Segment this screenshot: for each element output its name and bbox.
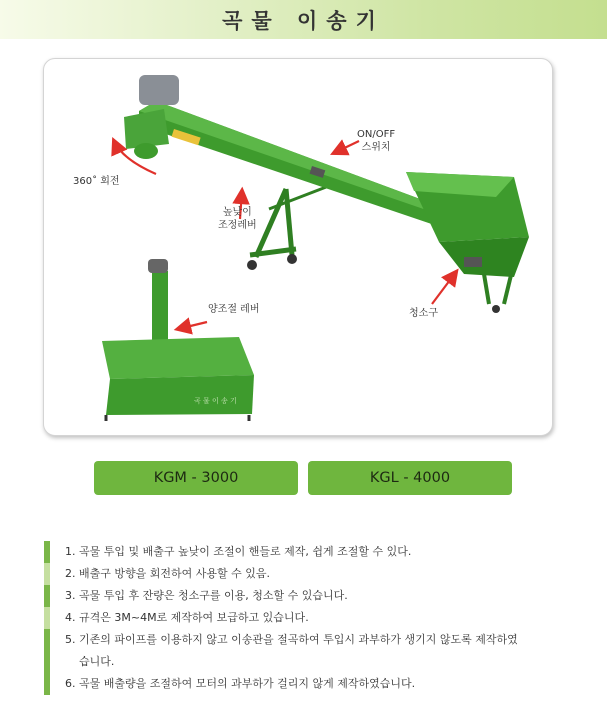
model-kgl-4000-button[interactable] — [308, 461, 512, 495]
feature-text: 3. 곡물 투입 후 잔량은 청소구를 이용, 청소할 수 있습니다. — [65, 589, 348, 602]
feature-item — [44, 629, 564, 673]
amount-lever-label: 양조절 레버 — [208, 304, 260, 315]
model-kgm-label: KGM - 3000 — [153, 470, 239, 486]
feature-text: 1. 곡물 투입 및 배출구 높낮이 조절이 핸들로 제작, 쉽게 조절할 수 있다. — [65, 545, 412, 558]
product-photo-frame — [43, 58, 553, 436]
cleaner-label: 청소구 — [409, 308, 438, 319]
feature-item — [44, 607, 564, 629]
feature-text-line2: 습니다. — [79, 655, 115, 668]
large-auger-conveyor — [124, 75, 529, 313]
switch-label — [357, 128, 395, 154]
page-title-bar — [0, 0, 607, 39]
feature-item — [44, 585, 564, 607]
height-lever-line1: 높낮이 — [222, 207, 252, 218]
switch-label-line2: 스위치 — [361, 142, 391, 153]
page-title: 곡물 이송기 — [222, 8, 385, 33]
height-lever-line2: 조정레버 — [218, 220, 257, 231]
feature-text — [50, 629, 518, 673]
feature-text: 4. 규격은 3M~4M로 제작하여 보급하고 있습니다. — [65, 611, 309, 624]
switch-label-line1: ON/OFF — [357, 129, 396, 140]
product-photo — [44, 59, 552, 435]
feature-text-line1: 5. 기존의 파이프를 이용하지 않고 이송관을 절곡하여 투입시 과부하가 생기지 않도록 제작하였 — [65, 633, 518, 646]
feature-item — [44, 563, 564, 585]
feature-item — [44, 541, 564, 563]
model-kgm-3000-button[interactable] — [94, 461, 298, 495]
height-lever-label — [218, 206, 257, 232]
feature-text: 2. 배출구 방향을 회전하여 사용할 수 있음. — [65, 567, 270, 580]
feature-list — [44, 541, 564, 695]
feature-text: 6. 곡물 배출량을 조절하여 모터의 과부하가 걸리지 않게 제작하였습니다. — [65, 677, 416, 690]
rotation-label: 360˚ 회전 — [73, 176, 120, 187]
feature-item — [44, 673, 564, 695]
small-auger-conveyor — [102, 259, 254, 421]
model-kgl-label: KGL - 4000 — [369, 470, 451, 486]
machine-plate-text: 곡 물 이 송 기 — [194, 397, 237, 405]
